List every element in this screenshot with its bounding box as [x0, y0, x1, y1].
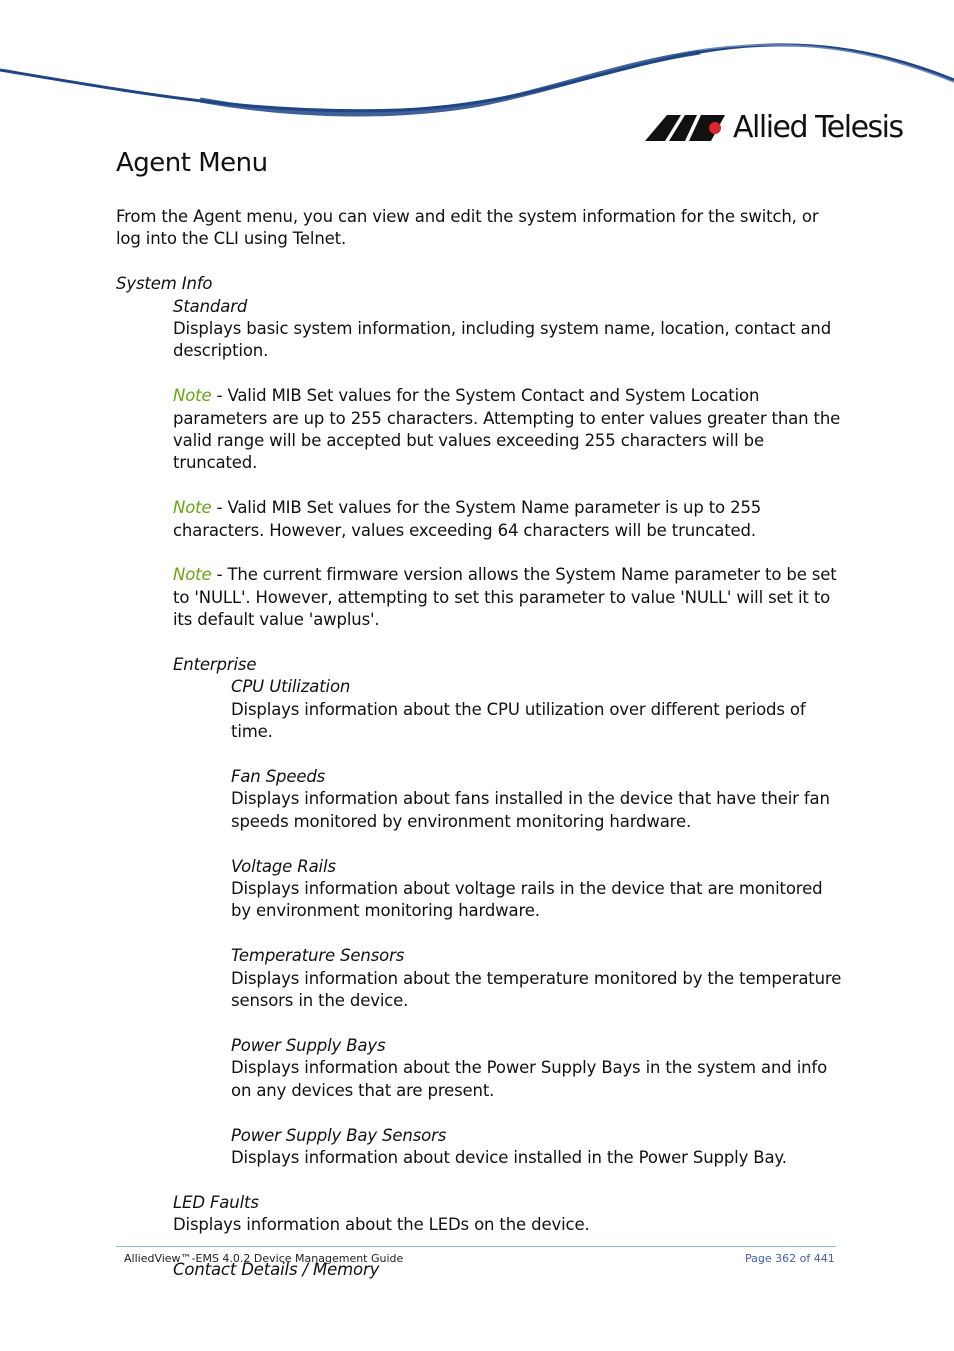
item-text-temperature-sensors: Displays information about the temperature monitored by the temperature sensors in the device.	[231, 968, 842, 1011]
note-label: Note	[173, 386, 212, 406]
note-system-name	[116, 497, 846, 542]
footer-page-number: Page 362 of 441	[745, 1252, 835, 1265]
item-text-power-supply-bays: Displays information about the Power Supply Bays in the system and info on any devices that are present.	[231, 1058, 828, 1100]
item-heading-fan-speeds: Fan Speeds	[231, 767, 326, 787]
standard-description: Displays basic system information, including system name, location, contact and description.	[173, 319, 832, 361]
note-text: - The current firmware version allows the System Name parameter to be set to 'NULL'. However, attempting to set this parameter to value 'NULL' will set it to its default value 'awplus'.	[173, 565, 837, 630]
subheading-contact-details-memory: Contact Details / Memory	[173, 1259, 380, 1279]
note-contact-location	[116, 385, 846, 475]
item-text-fan-speeds: Displays information about fans installed in the device that have their fan speeds monitored by environment monitoring hardware.	[231, 789, 830, 831]
note-null-value	[116, 564, 846, 631]
page-title: Agent Menu	[116, 148, 268, 178]
subheading-enterprise: Enterprise	[173, 655, 257, 675]
item-text-voltage-rails: Displays information about voltage rails in the device that are monitored by environment monitoring hardware.	[231, 879, 823, 921]
footer-document-title: AlliedView™-EMS 4.0.2 Device Management Guide	[124, 1252, 404, 1265]
led-faults-description: Displays information about the LEDs on the device.	[173, 1215, 590, 1235]
item-text-cpu-utilization: Displays information about the CPU utilization over different periods of time.	[231, 699, 806, 742]
allied-telesis-logo-mark-icon	[645, 115, 727, 141]
note-label: Note	[173, 498, 212, 518]
intro-paragraph: From the Agent menu, you can view and edit the system information for the switch, or log into the CLI using Telnet.	[116, 207, 819, 249]
brand-name: Allied Telesis	[733, 110, 903, 145]
subheading-standard: Standard	[173, 296, 248, 316]
note-label: Note	[173, 565, 212, 585]
subheading-led-faults: LED Faults	[173, 1192, 259, 1212]
document-body	[116, 206, 846, 1281]
item-text-power-supply-bay-sensors: Displays information about device installed in the Power Supply Bay.	[231, 1147, 787, 1167]
note-text: - Valid MIB Set values for the System Contact and System Location parameters are up to 255 characters. Attempting to enter values greater than the valid range will be accepted but values exceeding 255 characters will be truncated.	[173, 386, 841, 473]
section-heading-system-info: System Info	[116, 274, 213, 294]
item-heading-power-supply-bays: Power Supply Bays	[231, 1035, 386, 1055]
item-heading-temperature-sensors: Temperature Sensors	[231, 946, 405, 966]
footer-divider	[116, 1246, 836, 1247]
note-text: - Valid MIB Set values for the System Name parameter is up to 255 characters. However, values exceeding 64 characters will be truncated.	[173, 498, 762, 540]
item-heading-voltage-rails: Voltage Rails	[231, 856, 336, 876]
item-heading-power-supply-bay-sensors: Power Supply Bay Sensors	[231, 1125, 447, 1145]
allied-telesis-logo	[645, 110, 905, 146]
item-heading-cpu-utilization: CPU Utilization	[231, 677, 351, 697]
